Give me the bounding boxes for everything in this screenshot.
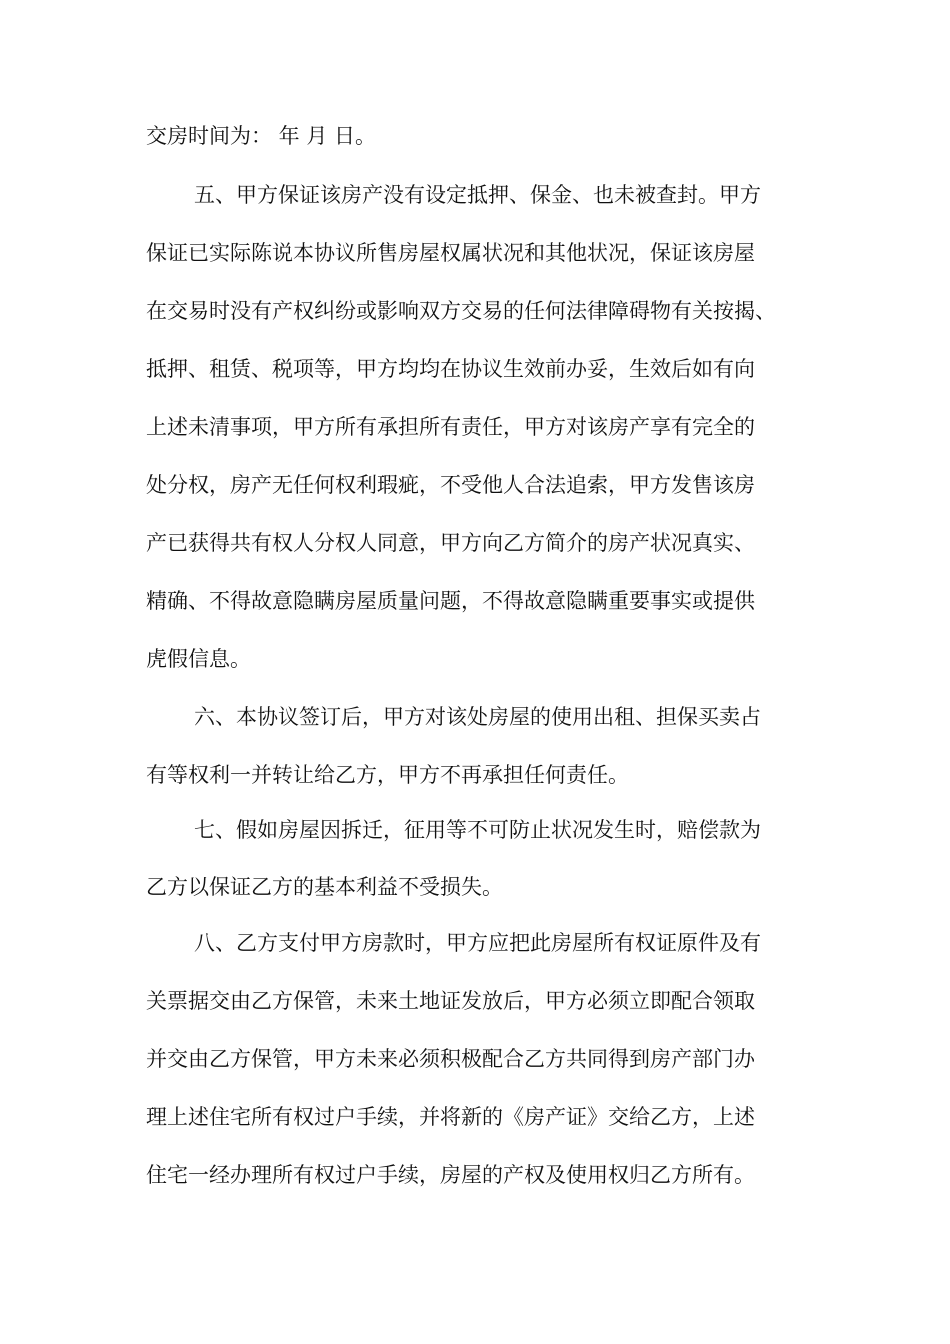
clause-5-line-5: 上述未清事项，甲方所有承担所有责任，甲方对该房产享有完全的	[146, 415, 755, 439]
clause-7-line-2: 乙方以保证乙方的基本利益不受损失。	[146, 875, 503, 899]
clause-5-line-4: 抵押、租赁、税项等，甲方均均在协议生效前办妥，生效后如有向	[146, 357, 755, 381]
clause-5-line-2: 保证已实际陈说本协议所售房屋权属状况和其他状况，保证该房屋	[146, 241, 755, 265]
clause-8-line-2: 关票据交由乙方保管，未来土地证发放后，甲方必须立即配合领取	[146, 989, 755, 1013]
clause-5-line-3: 在交易时没有产权纠纷或影响双方交易的任何法律障碍物有关按揭、	[146, 299, 776, 323]
clause-8-line-1: 八、乙方支付甲方房款时，甲方应把此房屋所有权证原件及有	[194, 931, 761, 955]
clause-8-line-4: 理上述住宅所有权过户手续，并将新的《房产证》交给乙方，上述	[146, 1105, 755, 1129]
clause-5-line-9: 虎假信息。	[146, 647, 251, 671]
clause-8-line-3: 并交由乙方保管，甲方未来必须积极配合乙方共同得到房产部门办	[146, 1047, 755, 1071]
clause-5-line-1: 五、甲方保证该房产没有设定抵押、保金、也未被查封。甲方	[194, 183, 761, 207]
clause-5-line-8: 精确、不得故意隐瞒房屋质量问题，不得故意隐瞒重要事实或提供	[146, 589, 755, 613]
clause-7-line-1: 七、假如房屋因拆迁，征用等不可防止状况发生时，赔偿款为	[194, 818, 761, 842]
clause-5-line-6: 处分权，房产无任何权利瑕疵，不受他人合法追索，甲方发售该房	[146, 473, 755, 497]
clause-8-line-5: 住宅一经办理所有权过户手续，房屋的产权及使用权归乙方所有。	[146, 1163, 755, 1187]
clause-6-line-2: 有等权利一并转让给乙方，甲方不再承担任何责任。	[146, 763, 629, 787]
clause-6-line-1: 六、本协议签订后，甲方对该处房屋的使用出租、担保买卖占	[194, 705, 761, 729]
delivery-date-line: 交房时间为： 年 月 日。	[146, 124, 377, 148]
clause-5-line-7: 产已获得共有权人分权人同意，甲方向乙方简介的房产状况真实、	[146, 531, 755, 555]
